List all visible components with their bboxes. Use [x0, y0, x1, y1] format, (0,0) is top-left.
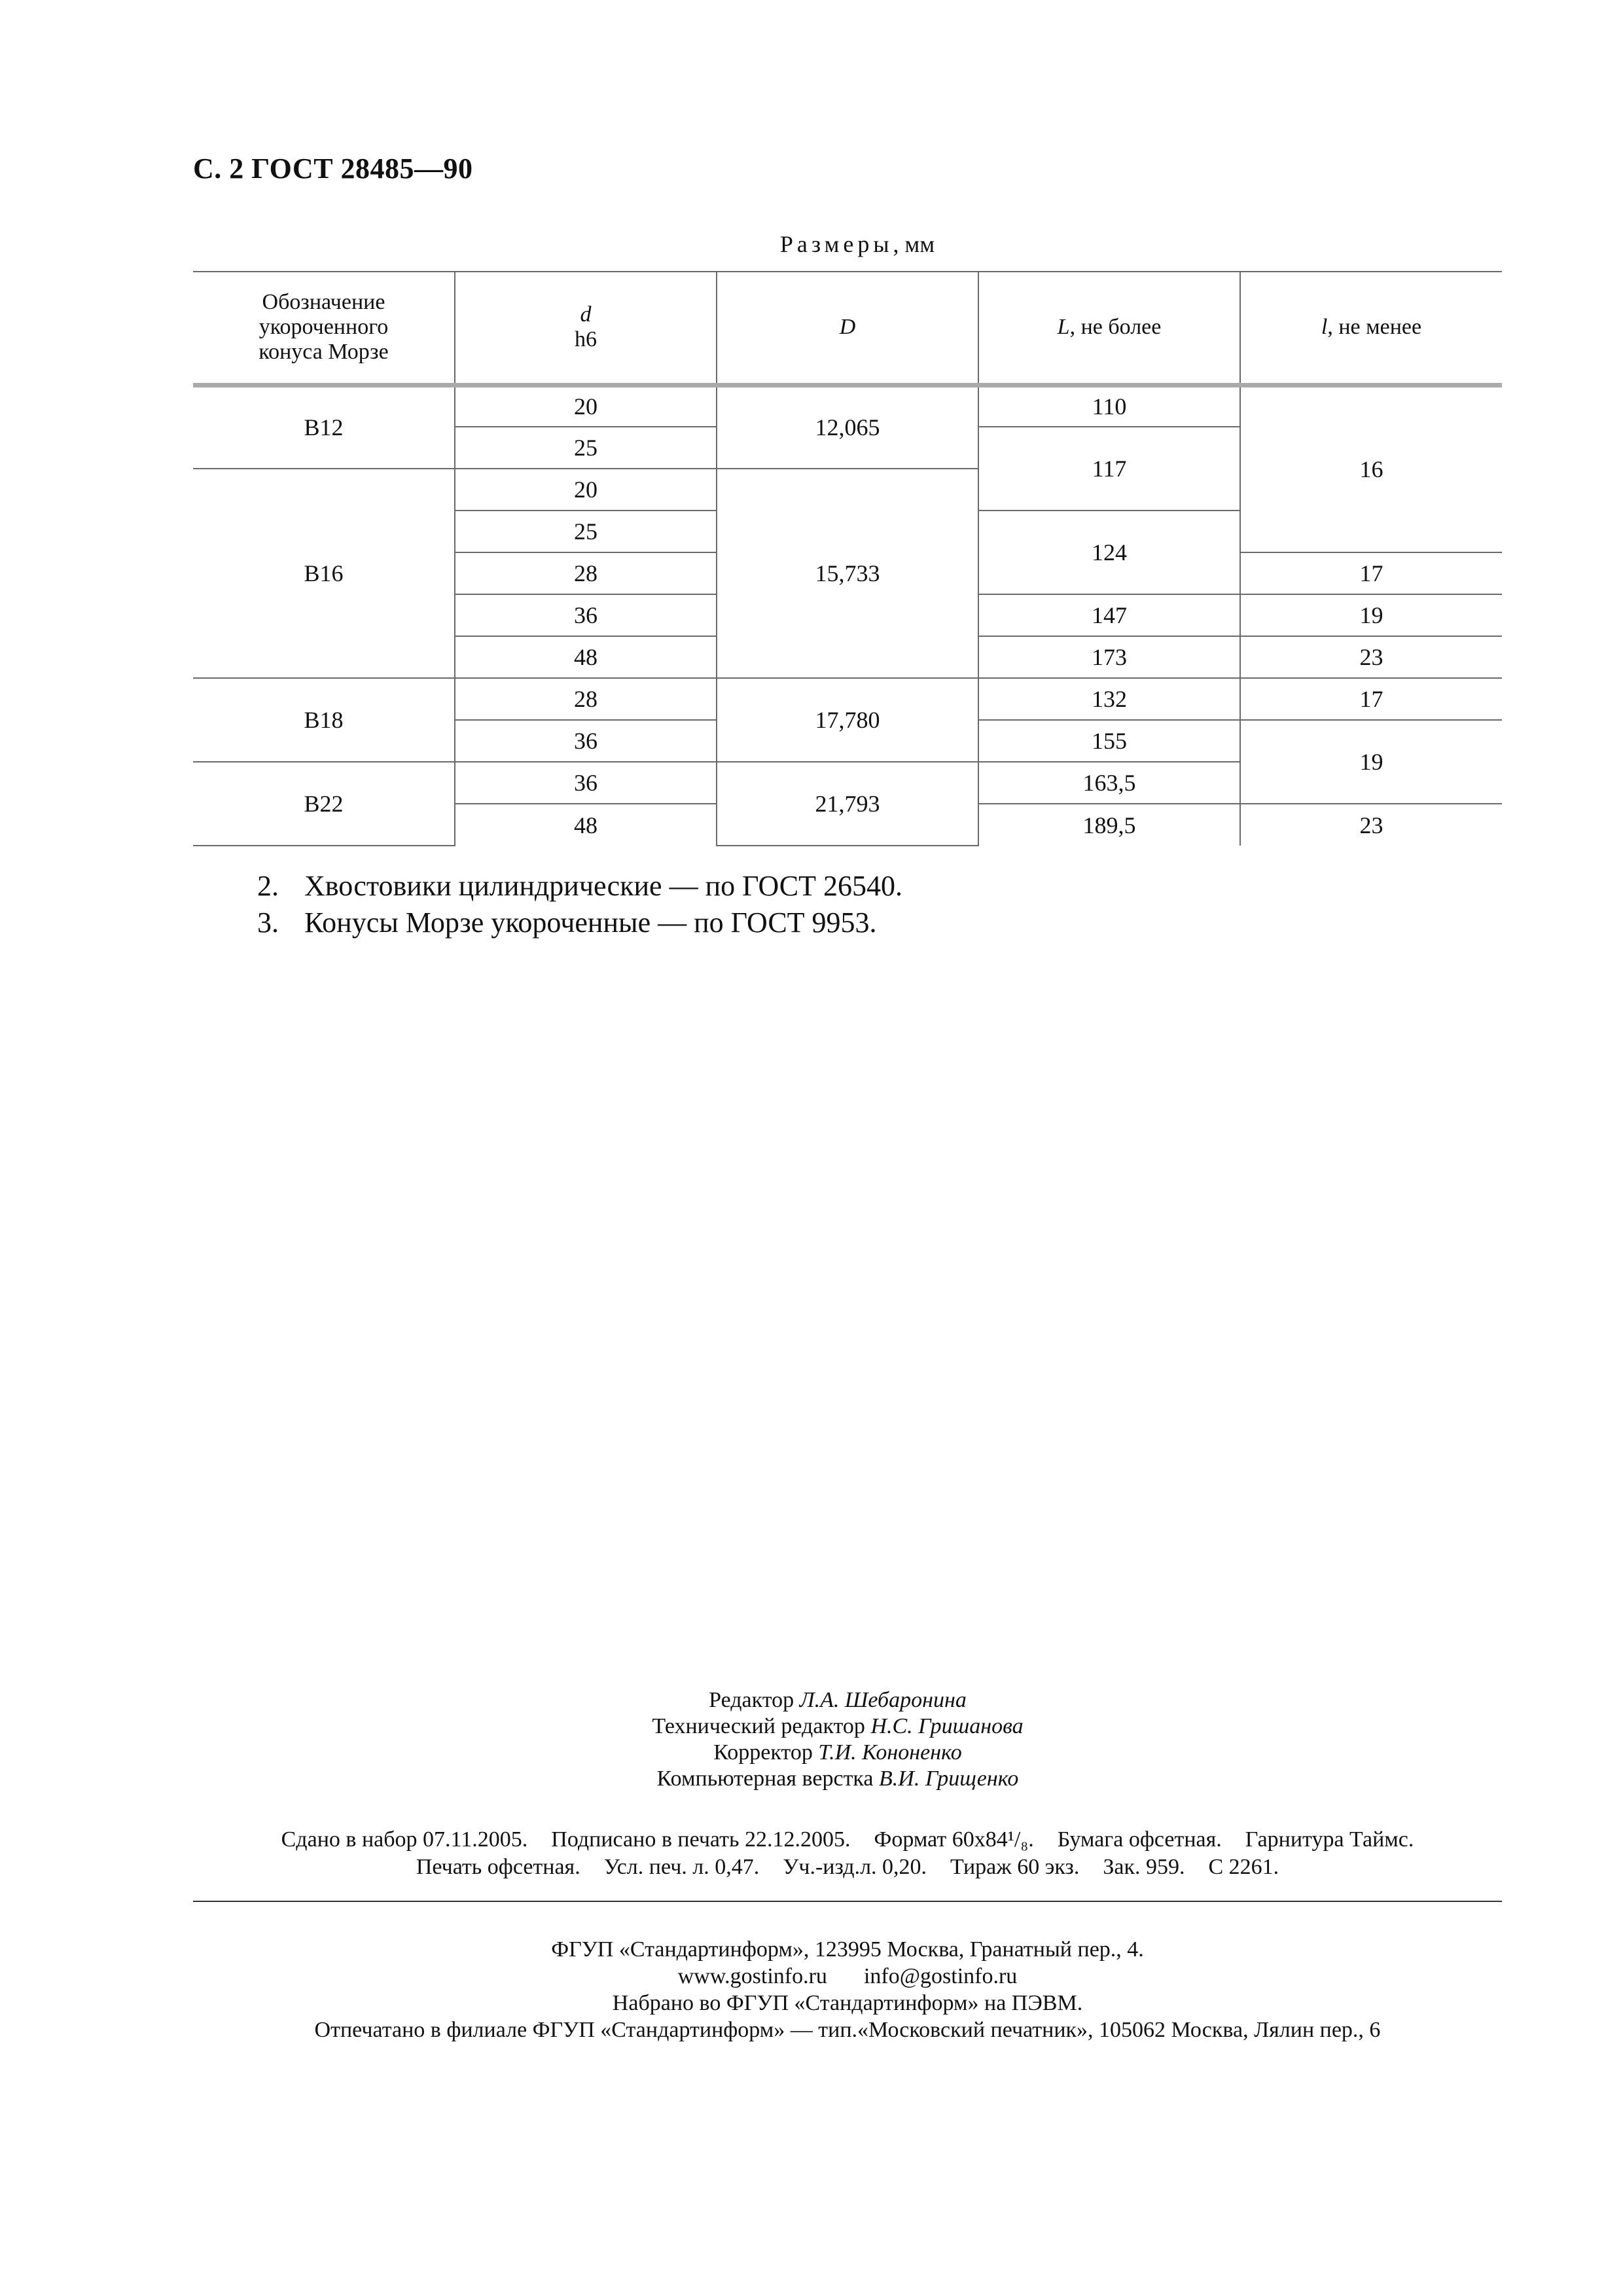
cell-d: 36 — [455, 594, 717, 636]
cell-L: 173 — [978, 636, 1240, 678]
publisher-block — [193, 1936, 1502, 2043]
cell-l: 17 — [1240, 552, 1502, 594]
cell-L: 189,5 — [978, 804, 1240, 846]
table-row — [193, 678, 1502, 720]
publisher-typeset: Набрано во ФГУП «Стандартинформ» на ПЭВМ. — [612, 1991, 1083, 2015]
page-header: С. 2 ГОСТ 28485—90 — [193, 152, 473, 185]
dimensions-table — [193, 271, 1502, 846]
cell-d: 48 — [455, 804, 717, 846]
cell-l: 19 — [1240, 594, 1502, 636]
imprint-block — [193, 1826, 1502, 1881]
units-unit: , мм — [893, 231, 935, 257]
cell-D: 17,780 — [717, 678, 978, 762]
cell-designation: В16 — [193, 469, 455, 678]
note-item: 3. Конусы Морзе укороченные — по ГОСТ 9953. — [257, 906, 877, 939]
cell-designation: В18 — [193, 678, 455, 762]
cell-L: 147 — [978, 594, 1240, 636]
header-D: D — [717, 272, 978, 385]
cell-designation: В22 — [193, 762, 455, 846]
cell-L: 124 — [978, 511, 1240, 594]
cell-d: 20 — [455, 385, 717, 427]
cell-l: 16 — [1240, 385, 1502, 552]
cell-L: 163,5 — [978, 762, 1240, 804]
notes-list — [257, 868, 902, 941]
cell-l: 17 — [1240, 678, 1502, 720]
publisher-address: ФГУП «Стандартинформ», 123995 Москва, Гранатный пер., 4. — [551, 1937, 1144, 1962]
units-caption — [681, 230, 1034, 258]
cell-L: 132 — [978, 678, 1240, 720]
cell-d: 28 — [455, 678, 717, 720]
header-L: L, не более — [978, 272, 1240, 385]
publisher-website: www.gostinfo.ru — [677, 1964, 827, 1988]
cell-D: 12,065 — [717, 385, 978, 469]
cell-d: 36 — [455, 720, 717, 762]
divider — [193, 1901, 1502, 1902]
publisher-contacts — [193, 1963, 1502, 1990]
credit-tech-editor: Технический редактор Н.С. Гришанова — [652, 1714, 1024, 1738]
publisher-printed: Отпечатано в филиале ФГУП «Стандартинформ» — тип.«Московский печатник», 105062 Москва, Лялин пер., 6 — [314, 2018, 1381, 2042]
credit-editor: Редактор Л.А. Шебаронина — [709, 1688, 967, 1712]
cell-D: 15,733 — [717, 469, 978, 678]
cell-d: 48 — [455, 636, 717, 678]
credit-corrector: Корректор Т.И. Кононенко — [713, 1740, 962, 1765]
credits-block — [576, 1687, 1099, 1792]
cell-D: 21,793 — [717, 762, 978, 846]
cell-l: 19 — [1240, 720, 1502, 804]
header-designation: Обозначение укороченного конуса Морзе — [193, 272, 455, 385]
cell-d: 20 — [455, 469, 717, 511]
cell-d: 28 — [455, 552, 717, 594]
cell-designation: В12 — [193, 385, 455, 469]
units-word: Размеры — [779, 231, 893, 257]
publisher-email: info@gostinfo.ru — [863, 1964, 1018, 1988]
note-item: 2. Хвостовики цилиндрические — по ГОСТ 26540. — [257, 870, 903, 902]
cell-L: 155 — [978, 720, 1240, 762]
table-row — [193, 385, 1502, 427]
imprint-line-1: Сдано в набор 07.11.2005. Подписано в печать 22.12.2005. Формат 60x84¹/₈. Бумага офсетная. Гарнитура Таймс. — [281, 1827, 1414, 1852]
header-l: l, не менее — [1240, 272, 1502, 385]
cell-d: 25 — [455, 427, 717, 469]
cell-l: 23 — [1240, 636, 1502, 678]
cell-L: 117 — [978, 427, 1240, 511]
cell-d: 25 — [455, 511, 717, 552]
imprint-line-2: Печать офсетная. Усл. печ. л. 0,47. Уч.-изд.л. 0,20. Тираж 60 экз. Зак. 959. С 2261. — [416, 1855, 1279, 1879]
cell-l: 23 — [1240, 804, 1502, 846]
credit-layout: Компьютерная верстка В.И. Грищенко — [656, 1767, 1019, 1791]
cell-d: 36 — [455, 762, 717, 804]
cell-L: 110 — [978, 385, 1240, 427]
table-header-row — [193, 272, 1502, 385]
header-d: d h6 — [455, 272, 717, 385]
